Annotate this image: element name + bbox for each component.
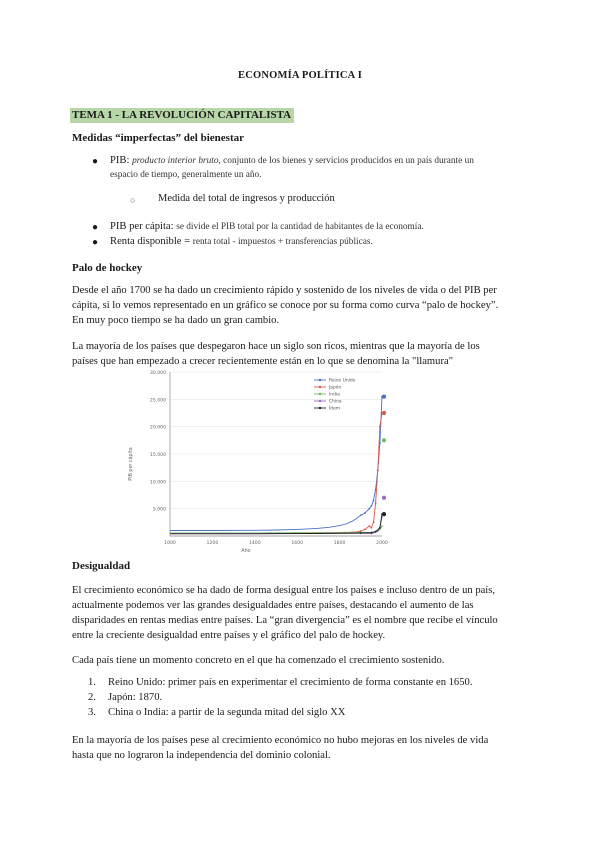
sub-bullet-text: Medida del total de ingresos y producción <box>158 193 335 204</box>
legend-swatch-dot <box>319 407 321 409</box>
x-tick-label: 2000 <box>376 541 388 546</box>
paragraph-line: En la mayoría de los países pese al crecimiento económico no hubo mejoras en los niveles de vida <box>72 735 489 746</box>
series-line-3 <box>170 517 382 534</box>
legend-swatch-dot <box>319 393 321 395</box>
x-tick-label: 1200 <box>206 541 219 546</box>
bullet-pib-lead: PIB: <box>110 155 133 166</box>
paragraph-line: cápita, si lo vemos representado en un gráfico se conoce por su forma como curva “palo de hockey”. <box>72 300 499 311</box>
list-number: 3. <box>88 707 96 718</box>
bullet-renta-disponible <box>110 235 530 249</box>
paragraph-line: actualmente podemos ver las grandes desigualdades entre países, destacando el aumento de las <box>72 600 474 611</box>
legend-label: Japón <box>329 385 342 391</box>
bullet-pib-per-capita <box>110 220 530 234</box>
data-point <box>360 532 362 534</box>
hockey-stick-chart <box>120 366 400 558</box>
list-item: Reino Unido: primer país en experimentar el crecimiento de forma constante en 1650. <box>108 677 473 688</box>
data-point <box>373 500 375 502</box>
legend-label: Ídem <box>329 406 341 412</box>
paragraph-colonial <box>72 733 532 763</box>
sub-bullet-circle-icon: ○ <box>130 195 136 205</box>
heading-palo-de-hockey: Palo de hockey <box>72 262 143 274</box>
bullet-pib-italic: producto interior bruto <box>132 156 219 166</box>
x-tick-label: 1800 <box>333 541 346 546</box>
data-point <box>375 502 377 504</box>
data-point <box>379 527 381 529</box>
y-tick-label: 5.000 <box>152 507 166 513</box>
legend-label: India <box>329 392 340 398</box>
y-axis-label: PIB per cápita <box>129 447 134 481</box>
bullet-renta-lead: Renta disponible = <box>110 236 193 247</box>
data-point <box>371 505 373 507</box>
heading-desigualdad: Desigualdad <box>72 560 131 572</box>
paragraph-desigualdad <box>72 583 532 643</box>
data-point <box>368 508 370 510</box>
list-number: 1. <box>88 677 96 688</box>
bullet-dot-icon: ● <box>92 156 99 167</box>
paragraph-momento: Cada país tiene un momento concreto en el que ha comenzado el crecimiento sostenido. <box>72 655 445 666</box>
paragraph-line: hasta que no lograron la independencia del dominio colonial. <box>72 750 331 761</box>
series-line-1 <box>170 413 382 533</box>
paragraph-line: Desde el año 1700 se ha dado un crecimiento rápido y sostenido de los niveles de vida o del PIB per <box>72 285 497 296</box>
bullet-dot-icon: ● <box>92 222 99 233</box>
data-point <box>375 531 377 533</box>
paragraph-line: La mayoría de los países que despegaron hace un siglo son ricos, mientras que la mayoría de los <box>72 341 480 352</box>
end-marker <box>382 411 386 415</box>
list-number: 2. <box>88 692 96 703</box>
data-point <box>377 470 379 472</box>
paragraph-palo-hockey <box>72 283 532 328</box>
x-tick-label: 1600 <box>291 541 304 546</box>
list-item: China o India: a partir de la segunda mitad del siglo XX <box>108 707 346 718</box>
legend-swatch-dot <box>319 386 321 388</box>
data-point <box>371 527 373 529</box>
y-tick-label: 25.000 <box>149 398 166 404</box>
legend-label: Reino Unido <box>329 378 356 384</box>
document-title: ECONOMÍA POLÍTICA I <box>238 70 362 81</box>
paragraph-line: entre la creciente desigualdad entre países y el gráfico del palo de hockey. <box>72 630 386 641</box>
bullet-pib <box>110 154 530 182</box>
series-line-0 <box>170 397 382 531</box>
data-point <box>379 426 381 428</box>
data-point <box>364 529 366 531</box>
paragraph-llanura <box>72 339 532 369</box>
data-point <box>371 532 373 534</box>
paragraph-line: El crecimiento económico se ha dado de forma desigual entre los países e incluso dentro de un país, <box>72 585 496 596</box>
x-tick-label: 1000 <box>164 541 176 546</box>
data-point <box>373 521 375 523</box>
y-tick-label: 30.000 <box>149 371 166 376</box>
y-tick-label: 15.000 <box>149 453 166 458</box>
heading-medidas: Medidas “imperfectas” del bienestar <box>72 132 244 144</box>
data-point <box>364 512 366 514</box>
end-marker <box>382 496 386 500</box>
bullet-renta-rest: renta total - impuestos + transferencias públicas. <box>192 237 373 247</box>
data-point <box>381 525 383 527</box>
x-axis-label: Año <box>241 549 251 554</box>
bullet-dot-icon: ● <box>92 237 99 248</box>
bullet-pib-per-capita-lead: PIB per cápita: <box>110 221 177 232</box>
end-marker <box>382 395 386 399</box>
x-tick-label: 1400 <box>248 541 261 546</box>
bullet-pib-rest1: , conjunto de los bienes y servicios producidos en un país durante un <box>218 156 474 166</box>
paragraph-line: países que han empezado a crecer recientemente están en lo que se denomina la "llamura" <box>72 356 454 367</box>
paragraph-line: disparidades en rentas medias entre países. La “gran divergencia” es el nombre que recibe el vínculo <box>72 615 498 626</box>
list-item: Japón: 1870. <box>108 692 163 703</box>
bullet-pib-rest2: espacio de tiempo, generalmente un año. <box>110 170 262 180</box>
paragraph-line: En muy poco tiempo se ha dado un gran cambio. <box>72 315 280 326</box>
legend-swatch-dot <box>319 379 321 381</box>
section-title-highlighted: TEMA 1 - LA REVOLUCIÓN CAPITALISTA <box>70 108 294 123</box>
y-tick-label: 20.000 <box>149 425 166 431</box>
legend-swatch-dot <box>319 400 321 402</box>
legend-label: China <box>329 399 342 405</box>
data-point <box>368 525 370 527</box>
bullet-pib-per-capita-rest: se divide el PIB total por la cantidad de habitantes de la economía. <box>176 222 424 232</box>
y-tick-label: 10.000 <box>149 480 166 486</box>
end-marker <box>382 438 386 442</box>
data-point <box>360 514 362 516</box>
end-marker <box>382 512 386 516</box>
